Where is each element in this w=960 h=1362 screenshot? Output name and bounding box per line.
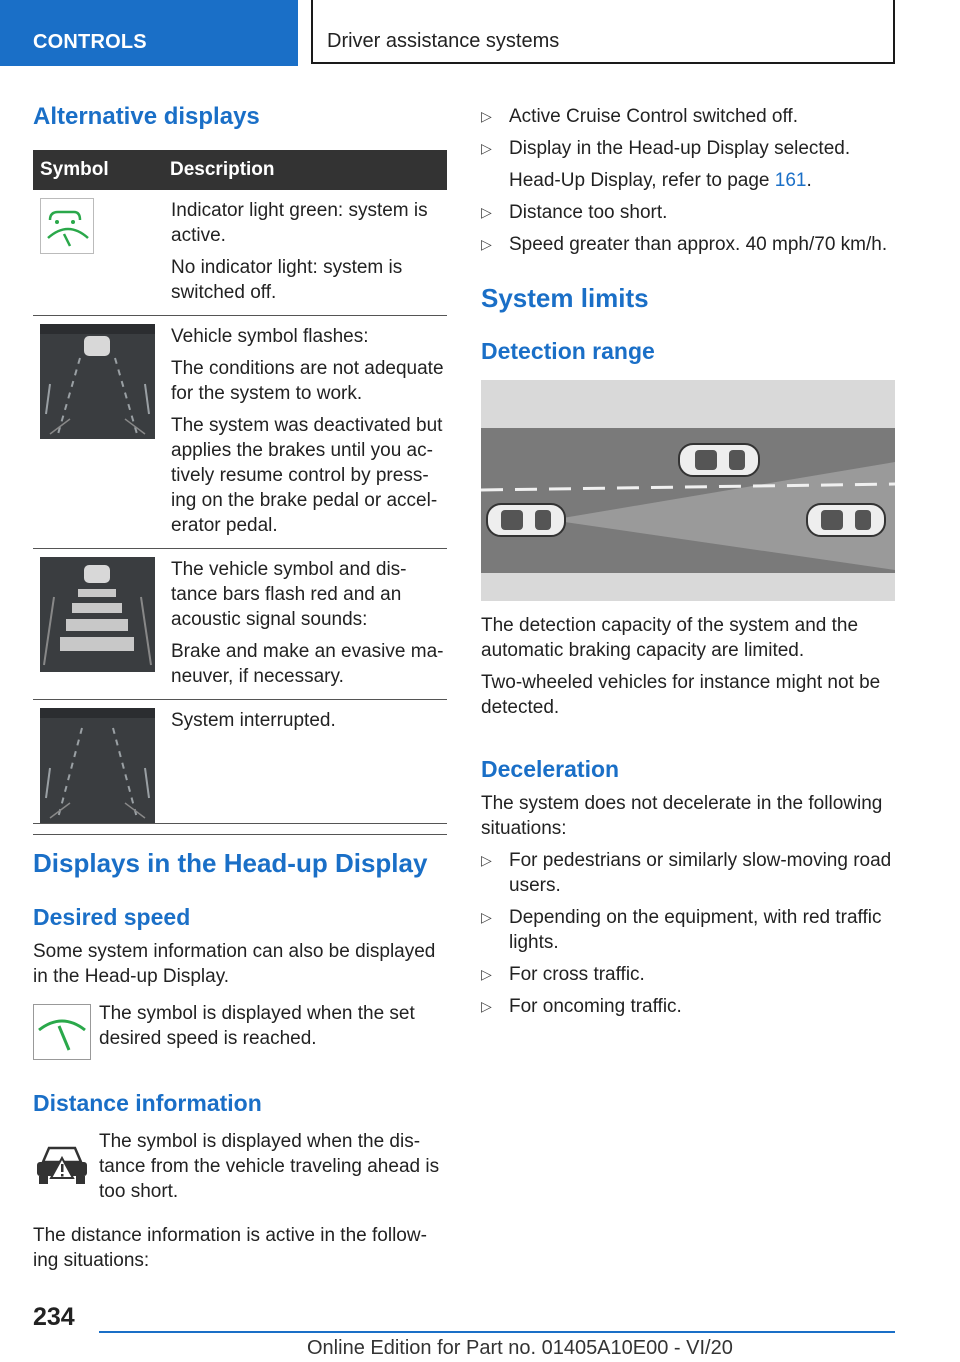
description-column-header: Description — [164, 150, 447, 190]
list-item: ▷ Speed greater than approx. 40 mph/70 km/h. — [481, 234, 888, 255]
table-row — [33, 700, 447, 835]
chapter-title: Driver assistance systems — [311, 0, 895, 64]
desired-speed-text: Some system information can also be displayed in the Head-up Display. — [33, 941, 436, 987]
symbol-table — [33, 150, 447, 835]
page-number: 234 — [33, 1303, 75, 1331]
own-car-icon — [487, 504, 565, 536]
detection-text-1: The detection capacity of the system and the automatic braking capacity are limited. — [481, 615, 859, 661]
table-row — [33, 549, 447, 700]
alternative-displays-heading: Alternative displays — [33, 103, 260, 130]
bullet-triangle-icon: ▷ — [481, 998, 492, 1014]
list-item: ▷ Display in the Head-up Display selected. — [481, 138, 851, 159]
bullet-triangle-icon: ▷ — [481, 852, 492, 868]
bullet-triangle-icon: ▷ — [481, 204, 492, 220]
distance-information-symbol-text: The symbol is displayed when the dis‐tance from the vehicle traveling ahead is too short. — [99, 1131, 440, 1202]
deceleration-heading: Deceleration — [481, 756, 620, 782]
distance-bars-red-display-icon — [40, 557, 155, 672]
list-item: ▷ Active Cruise Control switched off. — [481, 106, 798, 127]
row-text: Indicator light green: system is active. — [171, 200, 428, 246]
bullet-triangle-icon: ▷ — [481, 236, 492, 252]
row-text: The vehicle symbol and dis‐tance bars flash red and an acoustic signal sounds: — [171, 559, 407, 630]
row-text: The conditions are not adequate for the system to work. — [171, 358, 444, 404]
symbol-column-header: Symbol — [33, 150, 164, 190]
distance-information-heading: Distance information — [33, 1090, 262, 1116]
detection-range-heading: Detection range — [481, 338, 655, 364]
row-text: Brake and make an evasive ma‐neuver, if necessary. — [171, 641, 444, 687]
detection-text-2: Two-wheeled vehicles for instance might not be detected. — [481, 672, 881, 718]
desired-speed-heading: Desired speed — [33, 904, 191, 930]
section-divider — [33, 823, 447, 824]
table-row — [33, 190, 447, 316]
distance-information-active-text: The distance information is active in the follow‐ing situations: — [33, 1225, 427, 1271]
car-front-icon — [807, 504, 885, 536]
car-ahead-icon — [679, 444, 759, 476]
row-text: Vehicle symbol flashes: — [171, 326, 369, 347]
hud-reference-text: Head-Up Display, refer to page 161. — [509, 170, 812, 191]
list-item: ▷ For pedestrians or similarly slow-moving road users. — [481, 850, 892, 896]
edition-text: Online Edition for Part no. 01405A10E00 - VI/20 — [307, 1337, 733, 1359]
desired-speed-symbol-text: The symbol is displayed when the set desired speed is reached. — [99, 1003, 415, 1049]
system-limits-heading: System limits — [481, 283, 649, 313]
row-text: No indicator light: system is switched off. — [171, 257, 403, 303]
detection-range-illustration — [481, 380, 895, 601]
section-tab: CONTROLS — [0, 0, 298, 66]
page-link[interactable]: 161 — [774, 170, 807, 191]
hud-displays-heading: Displays in the Head-up Display — [33, 848, 428, 878]
table-row — [33, 316, 447, 549]
list-item: ▷ For cross traffic. — [481, 964, 645, 985]
bullet-triangle-icon: ▷ — [481, 966, 492, 982]
row-text: System interrupted. — [171, 710, 336, 731]
vehicle-flash-display-icon — [40, 324, 155, 439]
footer-rule — [99, 1331, 895, 1333]
bullet-triangle-icon: ▷ — [481, 108, 492, 124]
row-text: The system was deactivated but applies the brakes until you ac‐tively resume control by press‐ing on the brake pedal or accel‐erator pedal. — [171, 415, 443, 536]
list-item: ▷ For oncoming traffic. — [481, 996, 682, 1017]
system-interrupted-display-icon — [40, 708, 155, 823]
desired-speed-symbol-icon — [33, 1004, 91, 1060]
bullet-triangle-icon: ▷ — [481, 140, 492, 156]
green-assist-indicator-icon — [40, 198, 94, 254]
list-item: ▷ Distance too short. — [481, 202, 668, 223]
deceleration-text: The system does not decelerate in the following situations: — [481, 793, 883, 839]
list-item: ▷ Depending on the equipment, with red traffic lights. — [481, 907, 882, 953]
bullet-triangle-icon: ▷ — [481, 909, 492, 925]
distance-warning-car-icon — [33, 1140, 91, 1188]
